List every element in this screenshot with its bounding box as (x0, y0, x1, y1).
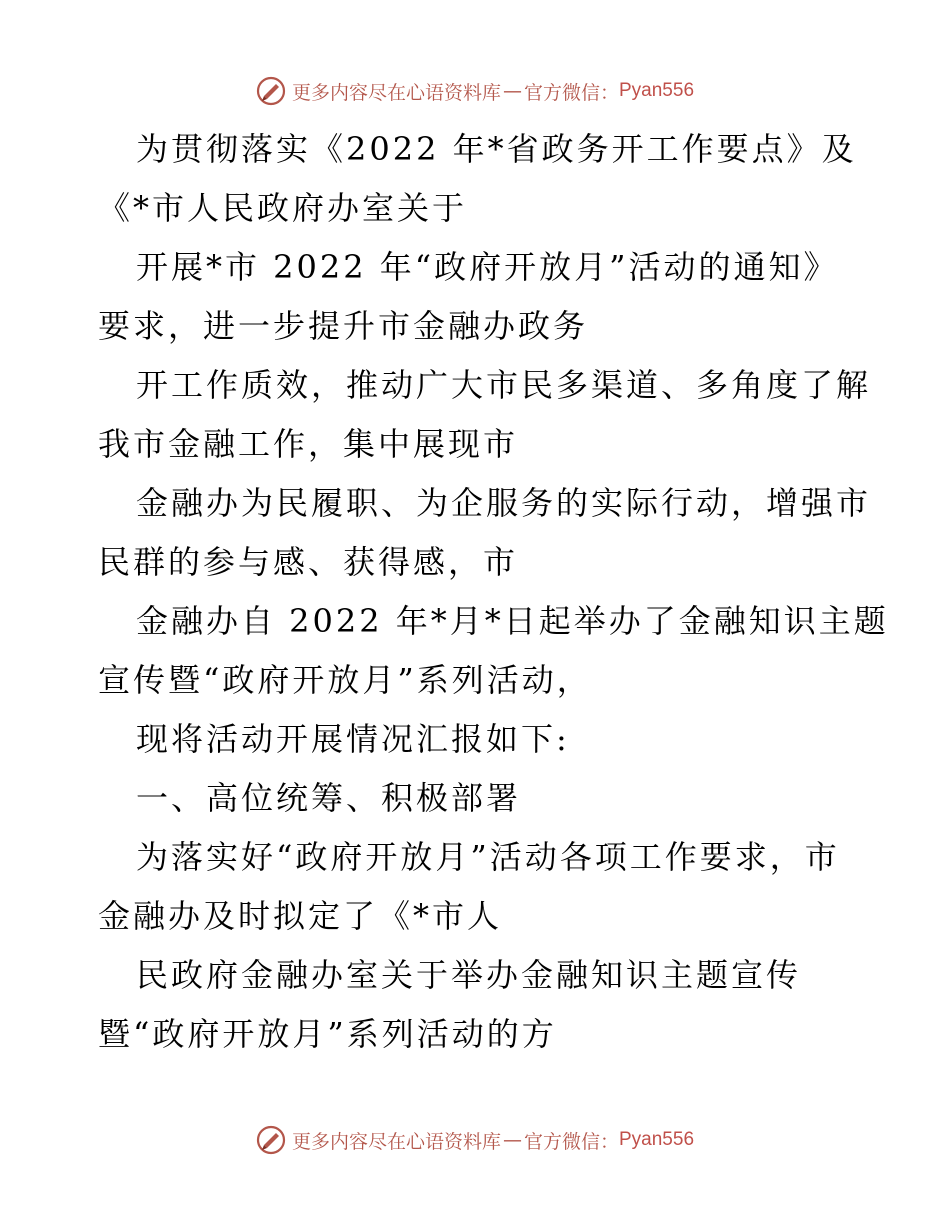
body-line: 民政府金融办室关于举办金融知识主题宣传 (136, 956, 802, 994)
body-line: 现将活动开展情况汇报如下: (136, 720, 570, 758)
watermark-site: 更多内容尽在心语资料库 (291, 1130, 501, 1153)
body-line: 要求，进一步提升市金融办政务 (98, 307, 589, 345)
body-line: 金融办自 2022 年*月*日起举办了金融知识主题 (136, 602, 889, 640)
body-line: 《*市人民政府办室关于 (98, 189, 468, 227)
watermark-contact-label: 官方微信： (523, 1130, 619, 1153)
document-body (98, 120, 889, 1064)
section-heading: 一、高位统筹、积极部署 (136, 779, 522, 817)
body-line: 开工作质效，推动广大市民多渠道、多角度了解 (136, 366, 872, 404)
body-line: 民群的参与感、获得感，市 (98, 543, 519, 581)
watermark-dash: — (502, 1129, 522, 1151)
watermark-dash: — (502, 80, 522, 102)
body-line: 为落实好“政府开放月”活动各项工作要求，市 (136, 838, 840, 876)
watermark-site: 更多内容尽在心语资料库 (291, 81, 501, 104)
body-line: 我市金融工作，集中展现市 (98, 425, 519, 463)
body-line: 宣传暨“政府开放月”系列活动， (98, 661, 592, 699)
body-line: 开展*市 2022 年“政府开放月”活动的通知》 (136, 248, 839, 286)
watermark-contact-id: Pyan556 (619, 80, 695, 101)
watermark-contact-label: 官方微信： (523, 81, 619, 104)
watermark-contact-id: Pyan556 (619, 1129, 695, 1150)
body-line: 金融办为民履职、为企服务的实际行动，增强市 (136, 484, 872, 522)
logo-icon (256, 1125, 286, 1155)
header-watermark (0, 71, 950, 111)
body-line: 为贯彻落实《2022 年*省政务开工作要点》及 (136, 130, 857, 168)
body-line: 暨“政府开放月”系列活动的方 (98, 1015, 557, 1053)
logo-icon (256, 76, 286, 106)
footer-watermark (0, 1120, 950, 1160)
body-line: 金融办及时拟定了《*市人 (98, 897, 503, 935)
